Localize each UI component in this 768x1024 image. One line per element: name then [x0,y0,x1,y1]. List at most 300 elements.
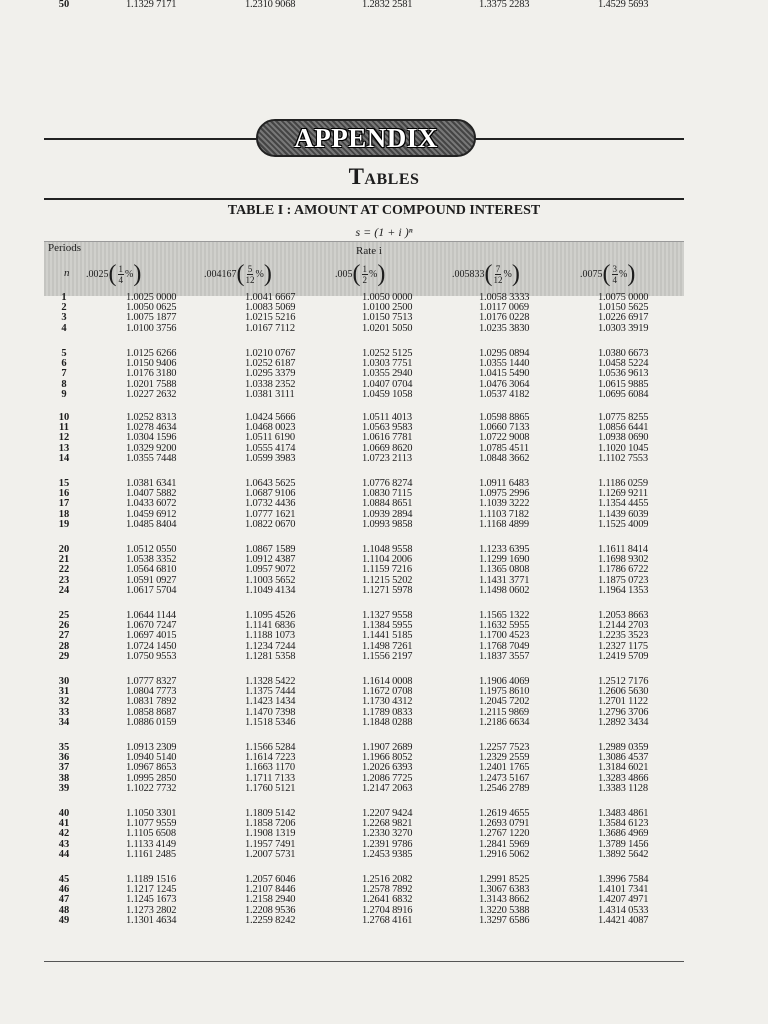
amount-cell: 1.2268 9821 [362,818,413,830]
percent-sign: % [619,268,628,280]
amount-cell: 1.2327 1175 [598,640,648,652]
amount-cell: 1.1159 7216 [362,564,412,576]
period-cell: 48 [58,904,70,916]
amount-cell: 1.2158 2940 [245,894,296,906]
period-cell: 35 [58,742,70,753]
table-row [0,784,768,794]
rate-value: .005 [335,268,353,280]
period-cell: 45 [58,874,70,885]
amount-cell: 1.0777 8327 [126,676,177,687]
period-cell: 30 [58,676,70,687]
period-cell: 25 [58,610,70,621]
amount-cell: 1.2516 2082 [362,874,413,885]
amount-cell: 1.0083 5069 [245,302,296,314]
table-row [0,390,768,400]
amount-cell: 1.3184 6021 [598,762,649,774]
row-group [0,611,768,662]
amount-cell: 1.0295 3379 [245,368,296,380]
amount-cell: 1.0329 9200 [126,442,177,454]
period-cell: 11 [59,422,69,434]
amount-cell: 1.1365 0808 [479,564,530,576]
period-cell: 37 [58,762,70,774]
amount-cell: 1.2007 5731 [245,848,296,860]
title-rule [44,198,684,200]
amount-cell: 1.0644 1144 [126,610,176,621]
row-group [0,293,768,334]
amount-cell: 1.0856 6441 [598,422,649,434]
amount-cell: 1.0433 6072 [126,498,177,510]
paren-close: ) [627,261,636,287]
period-cell: 27 [58,630,70,642]
amount-cell: 1.0125 6266 [126,348,177,359]
period-cell: 40 [58,808,70,819]
banner-rule-right [474,138,684,140]
row-group [0,743,768,794]
fraction-denominator: 12 [245,274,255,285]
amount-cell: 1.1161 2485 [126,848,176,860]
percent-sign: % [125,268,134,280]
amount-cell: 1.0967 8653 [126,762,177,774]
rate-column-header [335,259,385,289]
amount-cell: 1.0511 6190 [245,432,295,444]
amount-cell: 1.0459 1058 [362,388,413,400]
amount-cell: 1.0303 3919 [598,322,649,334]
amount-cell: 1.0041 6667 [245,292,296,303]
amount-cell: 1.4207 4971 [598,894,649,906]
amount-cell: 1.2391 9786 [362,838,413,850]
amount-cell: 1.1423 1434 [245,696,296,708]
amount-cell: 1.3220 5388 [479,904,530,916]
amount-cell: 1.0975 2996 [479,488,530,500]
amount-cell: 1.1217 1245 [126,884,177,896]
amount-cell: 1.2259 8242 [245,914,296,926]
amount-cell: 1.2057 6046 [245,874,296,885]
amount-cell: 1.1049 4134 [245,584,296,596]
amount-cell: 1.0176 0228 [479,312,530,324]
paren-open: ( [602,261,611,287]
amount-cell: 1.1768 7049 [479,640,530,652]
amount-cell: 1.0563 9583 [362,422,413,434]
paren-open: ( [484,261,493,287]
amount-cell: 1.1168 4899 [479,518,529,530]
table-row [0,652,768,662]
amount-cell: 1.0830 7115 [362,488,412,500]
amount-cell: 1.2473 5167 [479,772,530,784]
amount-cell: 1.0075 1877 [126,312,177,324]
amount-cell: 1.1439 6039 [598,508,649,520]
amount-cell: 1.0913 2309 [126,742,177,753]
rate-fraction [494,264,503,285]
row-group [0,545,768,596]
amount-cell: 1.0555 4174 [245,442,296,454]
amount-cell: 1.2207 9424 [362,808,413,819]
period-cell: 19 [58,518,70,530]
amount-cell: 1.0670 7247 [126,620,177,632]
table-row [0,586,768,596]
table-row [0,718,768,728]
amount-cell: 1.1672 0708 [362,686,413,698]
amount-cell: 1.1525 4009 [598,518,649,530]
amount-cell: 1.2832 2581 [362,0,413,10]
row-group [0,809,768,860]
amount-cell: 1.1470 7398 [245,706,296,718]
amount-cell: 1.2086 7725 [362,772,413,784]
period-cell: 23 [58,574,70,586]
amount-cell: 1.3283 4866 [598,772,649,784]
amount-cell: 1.1104 2006 [362,554,412,566]
period-cell: 26 [58,620,70,632]
period-cell: 49 [58,914,70,926]
amount-cell: 1.1441 5185 [362,630,413,642]
amount-cell: 1.1188 1073 [245,630,295,642]
table-row [0,324,768,334]
amount-cell: 1.2026 6393 [362,762,413,774]
amount-cell: 1.2147 2063 [362,782,413,794]
amount-cell: 1.2546 2789 [479,782,530,794]
period-cell: 4 [61,322,67,334]
amount-cell: 1.1632 5955 [479,620,530,632]
amount-cell: 1.2186 6634 [479,716,530,728]
amount-cell: 1.1907 2689 [362,742,413,753]
period-cell: 18 [58,508,70,520]
amount-cell: 1.1050 3301 [126,808,177,819]
amount-cell: 1.1039 3222 [479,498,530,510]
amount-cell: 1.3892 5642 [598,848,649,860]
amount-cell: 1.0993 9858 [362,518,413,530]
period-cell: 10 [58,412,70,423]
period-cell: 13 [58,442,70,454]
rate-fraction [118,264,125,285]
amount-cell: 1.1698 9302 [598,554,649,566]
period-cell: 6 [61,358,67,370]
banner-rule-left [44,138,260,140]
amount-cell: 1.0538 3352 [126,554,177,566]
row-group [0,875,768,926]
amount-cell: 1.0536 9613 [598,368,649,380]
amount-cell: 1.0598 8865 [479,412,530,423]
amount-cell: 1.1614 0008 [362,676,413,687]
amount-cell: 1.0564 6810 [126,564,177,576]
amount-cell: 1.4421 4087 [598,914,649,926]
percent-sign: % [503,268,512,280]
appendix-banner [256,119,476,157]
amount-cell: 1.2892 3434 [598,716,649,728]
period-cell: 16 [58,488,70,500]
amount-cell: 1.0050 0625 [126,302,177,314]
amount-cell: 1.2257 7523 [479,742,530,753]
amount-cell: 1.0722 9008 [479,432,530,444]
table-row [0,0,768,10]
amount-cell: 1.0867 1589 [245,544,296,555]
amount-cell: 1.3143 8662 [479,894,530,906]
amount-cell: 1.3483 4861 [598,808,649,819]
percent-sign: % [255,268,264,280]
amount-cell: 1.2512 7176 [598,676,649,687]
amount-cell: 1.2841 5969 [479,838,530,850]
amount-cell: 1.2053 8663 [598,610,649,621]
amount-cell: 1.2619 4655 [479,808,530,819]
amount-cell: 1.0995 2850 [126,772,177,784]
period-cell: 34 [58,716,70,728]
amount-cell: 1.2796 3706 [598,706,649,718]
amount-cell: 1.0695 6084 [598,388,649,400]
amount-cell: 1.2330 3270 [362,828,413,840]
period-cell: 39 [58,782,70,794]
table-row [0,520,768,530]
amount-cell: 1.1663 1170 [245,762,295,774]
amount-cell: 1.0724 1450 [126,640,177,652]
fraction-numerator: 3 [612,263,617,274]
period-cell: 36 [58,752,70,764]
amount-cell: 1.1760 5121 [245,782,296,794]
period-cell: 31 [58,686,70,698]
amount-cell: 1.0511 4013 [362,412,412,423]
rate-value: .0075 [580,268,603,280]
rate-header: Rate i [356,245,382,257]
amount-cell: 1.0201 7588 [126,378,177,390]
period-cell: 28 [58,640,70,652]
fraction-denominator: 12 [493,274,503,285]
rate-column-header [204,259,272,289]
amount-cell: 1.0150 5625 [598,302,649,314]
paren-close: ) [133,261,142,287]
amount-cell: 1.1975 8610 [479,686,530,698]
amount-cell: 1.2419 5709 [598,650,649,662]
fraction-denominator: 2 [362,274,367,285]
amount-cell: 1.0616 7781 [362,432,413,444]
amount-cell: 1.0176 3180 [126,368,177,380]
amount-cell: 1.0117 0069 [479,302,529,314]
amount-cell: 1.1329 7171 [126,0,177,10]
rate-fraction [612,264,619,285]
amount-cell: 1.1269 9211 [598,488,648,500]
period-cell: 17 [58,498,70,510]
amount-cell: 1.2453 9385 [362,848,413,860]
amount-cell: 1.3383 1128 [598,782,648,794]
amount-cell: 1.0227 2632 [126,388,177,400]
period-cell: 22 [58,564,70,576]
amount-cell: 1.1215 5202 [362,574,413,586]
amount-cell: 1.1700 4523 [479,630,530,642]
fraction-numerator: 1 [118,263,123,274]
fraction-numerator: 1 [362,263,367,274]
amount-cell: 1.2115 9869 [479,706,529,718]
amount-cell: 1.1233 6395 [479,544,530,555]
amount-cell: 1.0697 4015 [126,630,177,642]
amount-cell: 1.1837 3557 [479,650,530,662]
amount-cell: 1.0912 4387 [245,554,296,566]
amount-cell: 1.3086 4537 [598,752,649,764]
amount-cell: 1.2144 2703 [598,620,649,632]
period-cell: 3 [61,312,67,324]
amount-cell: 1.1273 2802 [126,904,177,916]
amount-cell: 1.2329 2559 [479,752,530,764]
amount-cell: 1.1957 7491 [245,838,296,850]
amount-cell: 1.1077 9559 [126,818,177,830]
fraction-denominator: 4 [612,274,617,285]
amount-cell: 1.0407 0704 [362,378,413,390]
amount-cell: 1.3375 2283 [479,0,530,10]
amount-cell: 1.2916 5062 [479,848,530,860]
amount-cell: 1.3789 1456 [598,838,649,850]
table-row [0,850,768,860]
amount-cell: 1.0215 5216 [245,312,296,324]
period-cell: 46 [58,884,70,896]
amount-cell: 1.1301 4634 [126,914,177,926]
amount-cell: 1.0415 5490 [479,368,530,380]
amount-cell: 1.0939 2894 [362,508,413,520]
amount-cell: 1.0468 0023 [245,422,296,434]
amount-cell: 1.1095 4526 [245,610,296,621]
amount-cell: 1.2693 0791 [479,818,530,830]
period-cell: 12 [58,432,70,444]
row-group [0,677,768,728]
amount-cell: 1.1711 7133 [245,772,295,784]
amount-cell: 1.0476 3064 [479,378,530,390]
period-cell: 47 [58,894,70,906]
row-group [0,413,768,464]
amount-cell: 1.3067 6383 [479,884,530,896]
amount-cell: 1.0512 0550 [126,544,177,555]
rate-column-header [452,259,520,289]
amount-cell: 1.0615 9885 [598,378,649,390]
amount-cell: 1.1189 1516 [126,874,176,885]
amount-cell: 1.1498 0602 [479,584,530,596]
amount-cell: 1.0252 5125 [362,348,413,359]
rate-value: .005833 [452,268,485,280]
table-bottom-rule [44,961,684,962]
amount-cell: 1.0201 5050 [362,322,413,334]
amount-cell: 1.4529 5693 [598,0,649,10]
amount-cell: 1.1848 0288 [362,716,413,728]
amount-cell: 1.0381 6341 [126,478,177,489]
amount-cell: 1.0226 6917 [598,312,649,324]
amount-cell: 1.0338 2352 [245,378,296,390]
amount-cell: 1.0150 7513 [362,312,413,324]
paren-open: ( [236,261,245,287]
amount-cell: 1.0100 3756 [126,322,177,334]
amount-cell: 1.1271 5978 [362,584,413,596]
amount-cell: 1.1614 7223 [245,752,296,764]
amount-cell: 1.0831 7892 [126,696,177,708]
row-group [0,349,768,400]
amount-cell: 1.1875 0723 [598,574,649,586]
amount-cell: 1.1375 7444 [245,686,296,698]
amount-cell: 1.0058 3333 [479,292,530,303]
amount-cell: 1.1328 5422 [245,676,296,687]
amount-cell: 1.1234 7244 [245,640,296,652]
amount-cell: 1.2045 7202 [479,696,530,708]
fraction-denominator: 4 [118,274,123,285]
period-cell: 32 [58,696,70,708]
amount-cell: 1.0407 5882 [126,488,177,500]
amount-cell: 1.1966 8052 [362,752,413,764]
amount-cell: 1.0886 0159 [126,716,177,728]
period-cell: 50 [58,0,70,10]
period-cell: 29 [58,650,70,662]
amount-cell: 1.0643 5625 [245,478,296,489]
paren-open: ( [108,261,117,287]
amount-cell: 1.2768 4161 [362,914,413,926]
amount-cell: 1.1964 1353 [598,584,649,596]
amount-cell: 1.0591 0927 [126,574,177,586]
fraction-numerator: 5 [247,263,253,274]
rate-value: .0025 [86,268,109,280]
amount-cell: 1.0776 8274 [362,478,413,489]
amount-cell: 1.2991 8525 [479,874,530,885]
amount-cell: 1.0858 8687 [126,706,177,718]
period-cell: 15 [58,478,70,489]
period-cell: 21 [58,554,70,566]
amount-cell: 1.2401 1765 [479,762,530,774]
period-cell: 8 [61,378,67,390]
amount-cell: 1.2701 1122 [598,696,648,708]
amount-cell: 1.1141 6836 [245,620,295,632]
amount-cell: 1.1908 1319 [245,828,296,840]
amount-cell: 1.2235 3523 [598,630,649,642]
row-group [0,479,768,530]
amount-cell: 1.1858 7206 [245,818,296,830]
amount-cell: 1.1245 1673 [126,894,177,906]
amount-cell: 1.1384 5955 [362,620,413,632]
amount-cell: 1.2704 8916 [362,904,413,916]
amount-cell: 1.1281 5358 [245,650,296,662]
amount-cell: 1.2606 5630 [598,686,649,698]
amount-cell: 1.4314 0533 [598,904,649,916]
amount-cell: 1.0775 8255 [598,412,649,423]
amount-cell: 1.0785 4511 [479,442,529,454]
amount-cell: 1.1354 4455 [598,498,649,510]
amount-cell: 1.0355 1440 [479,358,530,370]
amount-cell: 1.0723 2113 [362,452,412,464]
amount-cell: 1.0252 8313 [126,412,177,423]
table-row [0,916,768,926]
amount-cell: 1.0235 3830 [479,322,530,334]
amount-cell: 1.0660 7133 [479,422,530,434]
amount-cell: 1.1565 1322 [479,610,530,621]
amount-cell: 1.0424 5666 [245,412,296,423]
amount-cell: 1.2310 9068 [245,0,296,10]
rate-column-header [86,259,141,289]
amount-cell: 1.0617 5704 [126,584,177,596]
amount-cell: 1.1003 5652 [245,574,296,586]
amount-cell: 1.0822 0670 [245,518,296,530]
amount-cell: 1.2107 8446 [245,884,296,896]
amount-cell: 1.0485 8404 [126,518,177,530]
amount-cell: 1.0669 8620 [362,442,413,454]
table-row [0,454,768,464]
amount-cell: 1.0050 0000 [362,292,413,303]
amount-cell: 1.0687 9106 [245,488,296,500]
amount-cell: 1.1518 5346 [245,716,296,728]
amount-cell: 1.1133 4149 [126,838,176,850]
amount-cell: 1.1556 2197 [362,650,413,662]
paren-close: ) [263,261,272,287]
amount-cell: 1.3996 7584 [598,874,649,885]
amount-cell: 1.0777 1621 [245,508,296,520]
amount-cell: 1.0804 7773 [126,686,177,698]
period-cell: 14 [58,452,70,464]
amount-cell: 1.0458 5224 [598,358,649,370]
amount-cell: 1.1327 9558 [362,610,413,621]
amount-cell: 1.0355 7448 [126,452,177,464]
appendix-label: APPENDIX [294,122,438,153]
amount-cell: 1.0848 3662 [479,452,530,464]
amount-cell: 1.1102 7553 [598,452,648,464]
amount-cell: 1.0911 6483 [479,478,529,489]
amount-cell: 1.3686 4969 [598,828,649,840]
amount-cell: 1.0100 2500 [362,302,413,314]
